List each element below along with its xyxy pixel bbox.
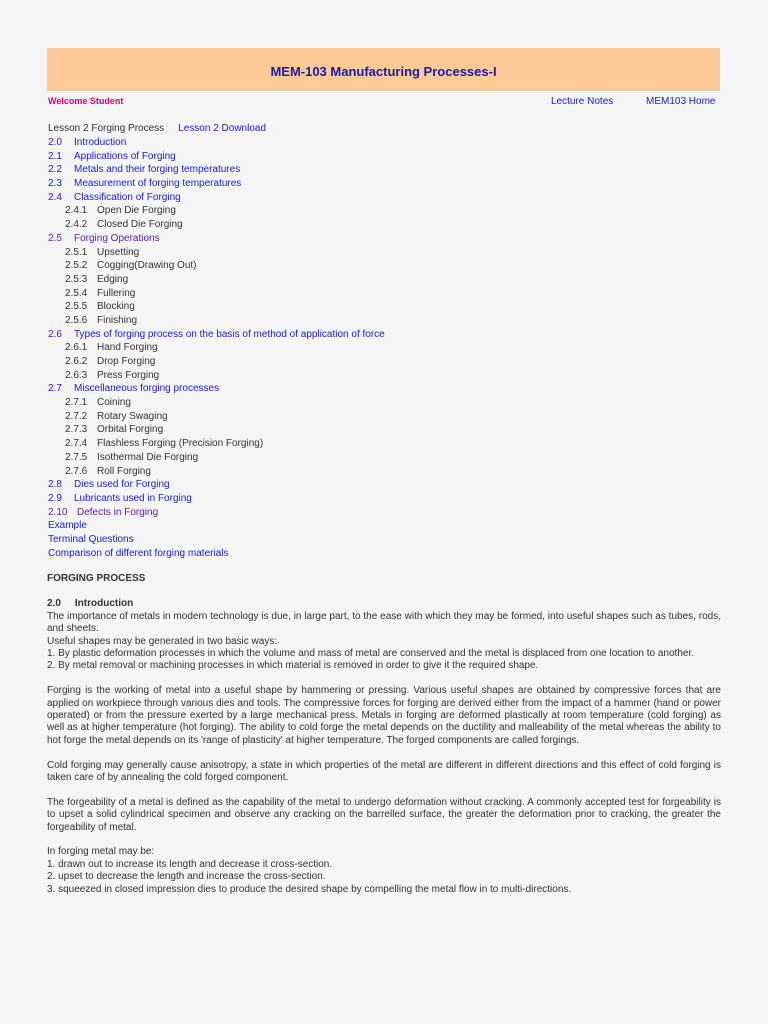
toc-item[interactable] (48, 191, 385, 205)
paragraph-cold-forging: Cold forging may generally cause anisotropy, a state in which properties of the metal are different in different directions and this effect of cold forging is taken care of by annealing the cold forged component. (47, 759, 721, 784)
toc-item-title: Defects in Forging (77, 506, 159, 518)
article-content (47, 573, 721, 908)
paragraph-line: The importance of metals in modern technology is due, in large part, to the ease with which they may be formed, into useful shapes such as tubes, rods, and sheets. (47, 610, 721, 635)
toc-item-title: Dies used for Forging (74, 479, 170, 491)
toc-item[interactable] (48, 478, 385, 492)
toc-item-title: Introduction (74, 137, 127, 148)
toc-item[interactable] (48, 163, 385, 177)
toc-item-title: Lubricants used in Forging (74, 492, 192, 504)
welcome-text: Welcome Student (48, 96, 124, 106)
toc-item-number: 2.7.2 (65, 410, 88, 422)
toc-item-title: Open Die Forging (97, 205, 176, 217)
toc-item-title: Roll Forging (97, 465, 151, 477)
paragraph-line: Useful shapes may be generated in two basic ways: (47, 635, 278, 647)
toc-item-title: Classification of Forging (74, 191, 181, 203)
toc-item-number: 2.10 (48, 506, 68, 518)
toc-item-number: 2.6.3 (65, 369, 88, 381)
toc-item[interactable] (48, 232, 385, 246)
toc-item[interactable] (48, 492, 385, 506)
toc-item-title: Drop Forging (97, 356, 156, 367)
toc-item[interactable] (48, 136, 385, 150)
toc-item-number: 2.7.1 (65, 397, 88, 409)
toc-item-title: Cogging(Drawing Out) (97, 260, 197, 272)
toc-item-number: 2.6 (48, 328, 62, 340)
toc-item[interactable] (48, 150, 385, 164)
toc-item-title: Measurement of forging temperatures (74, 178, 242, 190)
section-heading: FORGING PROCESS (47, 573, 146, 584)
toc-item-title: Coining (97, 397, 131, 409)
toc-item-number: 2.5.4 (65, 287, 88, 299)
lesson-line (48, 123, 266, 134)
toc-item-title: Types of forging process on the basis of method of application of force (74, 328, 385, 340)
lesson-label: Lesson 2 Forging Process (48, 123, 165, 134)
table-of-contents (48, 136, 385, 560)
toc-item-title: Comparison of different forging materials (48, 547, 229, 559)
toc-item[interactable] (48, 410, 385, 424)
toc-item[interactable] (48, 328, 385, 342)
toc-item[interactable] (48, 369, 385, 383)
toc-item[interactable] (48, 259, 385, 273)
toc-item-title: Terminal Questions (48, 533, 134, 545)
toc-item[interactable] (48, 519, 385, 533)
toc-item[interactable] (48, 451, 385, 465)
toc-item-title: Orbital Forging (97, 424, 164, 436)
toc-item[interactable] (48, 355, 385, 369)
lecture-notes-link[interactable]: Lecture Notes (551, 96, 614, 107)
toc-item[interactable] (48, 506, 385, 520)
toc-item-title: Upsetting (97, 246, 140, 258)
toc-item[interactable] (48, 177, 385, 191)
toc-item[interactable] (48, 465, 385, 479)
toc-item[interactable] (48, 287, 385, 301)
intro-number: 2.0 (47, 598, 61, 610)
toc-item-title: Fullering (97, 287, 136, 299)
toc-item-number: 2.5 (48, 232, 62, 244)
toc-item-number: 2.0 (48, 137, 62, 148)
toc-item-number: 2.7.3 (65, 424, 88, 436)
page-banner (47, 48, 720, 91)
toc-item-number: 2.6.2 (65, 356, 88, 367)
toc-item[interactable] (48, 382, 385, 396)
toc-item-number: 2.5.2 (65, 260, 88, 272)
toc-item-title: Finishing (97, 314, 138, 326)
toc-item[interactable] (48, 204, 385, 218)
toc-item[interactable] (48, 396, 385, 410)
toc-item-number: 2.5.5 (65, 301, 88, 313)
intro-title: Introduction (74, 598, 134, 610)
toc-item-number: 2.7.6 (65, 465, 88, 477)
toc-item-title: Blocking (97, 301, 135, 313)
toc-item-number: 2.8 (48, 479, 62, 491)
paragraph-forging-list (47, 846, 721, 896)
paragraph-line: In forging metal may be: (47, 846, 155, 858)
toc-item[interactable] (48, 533, 385, 547)
intro-heading (47, 598, 721, 610)
toc-item-title: Hand Forging (97, 342, 158, 354)
paragraph-intro (47, 611, 721, 673)
toc-item-title: Isothermal Die Forging (97, 451, 199, 463)
paragraph-forging: Forging is the working of metal into a useful shape by hammering or pressing. Various useful shapes are obtained by compressive forces that are applied on workpiece through various dies and tools. The compressive forces for forging are derived either from the impact of a hammer (hand or power operated) or from the pressure exerted by a large mechanical press. Metals in forging are deformed plastically at room temperature (cold forging) as well as at higher temperature (hot forging). The ability to cold forge the metal depends on the ductility and malleability of the metal whereas the ability to hot forge the metal depends on its 'range of plasticity' at higher temperature. The forged components are called forgings. (47, 685, 721, 746)
toc-item-title: Press Forging (97, 369, 160, 381)
toc-item-number: 2.7 (48, 383, 62, 395)
toc-item[interactable] (48, 423, 385, 437)
toc-item-number: 2.1 (48, 150, 62, 162)
toc-item-title: Metals and their forging temperatures (74, 164, 241, 176)
toc-item-number: 2.7.4 (65, 438, 88, 450)
toc-item-title: Rotary Swaging (97, 410, 168, 422)
toc-item-number: 2.3 (48, 178, 62, 190)
toc-item-title: Edging (97, 273, 129, 285)
toc-item[interactable] (48, 300, 385, 314)
paragraph-line: 3. squeezed in closed impression dies to produce the desired shape by compelling the metal flow in to multi-directions. (47, 883, 572, 895)
toc-item[interactable] (48, 246, 385, 260)
toc-item-number: 2.5.6 (65, 314, 88, 326)
toc-item-number: 2.4.1 (65, 205, 88, 217)
toc-item-number: 2.6.1 (65, 342, 88, 354)
toc-item-number: 2.4.2 (65, 219, 88, 231)
toc-item-title: Miscellaneous forging processes (74, 383, 220, 395)
toc-item-number: 2.5.3 (65, 273, 88, 285)
paragraph-line: 2. By metal removal or machining processes in which material is removed in order to give it the required shape. (47, 660, 539, 672)
lesson-download-link[interactable]: Lesson 2 Download (178, 123, 267, 134)
page-title: MEM-103 Manufacturing Processes-I (270, 64, 497, 79)
toc-item-number: 2.5.1 (65, 246, 88, 258)
toc-item-title: Applications of Forging (74, 150, 176, 162)
paragraph-line: 1. By plastic deformation processes in which the volume and mass of metal are conserved and the metal is displaced from one location to another. (47, 648, 695, 660)
paragraph-forgeability: The forgeability of a metal is defined as the capability of the metal to undergo deformation without cracking. A commonly accepted test for forgeability is to upset a solid cylindrical specimen and observe any cracking on the barrelled surface, the greater the deformation prior to cracking, the greater the forgeability of metal. (47, 796, 721, 833)
toc-item-title: Forging Operations (74, 232, 160, 244)
toc-item-number: 2.2 (48, 164, 62, 176)
paragraph-line: 2. upset to decrease the length and increase the cross-section. (47, 871, 326, 883)
home-link[interactable]: MEM103 Home (646, 96, 716, 107)
toc-item[interactable] (48, 218, 385, 232)
toc-item-number: 2.9 (48, 492, 62, 504)
toc-item-title: Flashless Forging (Precision Forging) (97, 438, 264, 450)
toc-item-title: Example (48, 520, 87, 532)
toc-item[interactable] (48, 273, 385, 287)
toc-item-number: 2.7.5 (65, 451, 88, 463)
toc-item-title: Closed Die Forging (97, 219, 183, 231)
toc-item[interactable] (48, 437, 385, 451)
toc-item[interactable] (48, 341, 385, 355)
toc-item[interactable] (48, 314, 385, 328)
toc-item[interactable] (48, 547, 385, 561)
toc-item-number: 2.4 (48, 191, 62, 203)
paragraph-line: 1. drawn out to increase its length and decrease it cross-section. (47, 858, 333, 870)
